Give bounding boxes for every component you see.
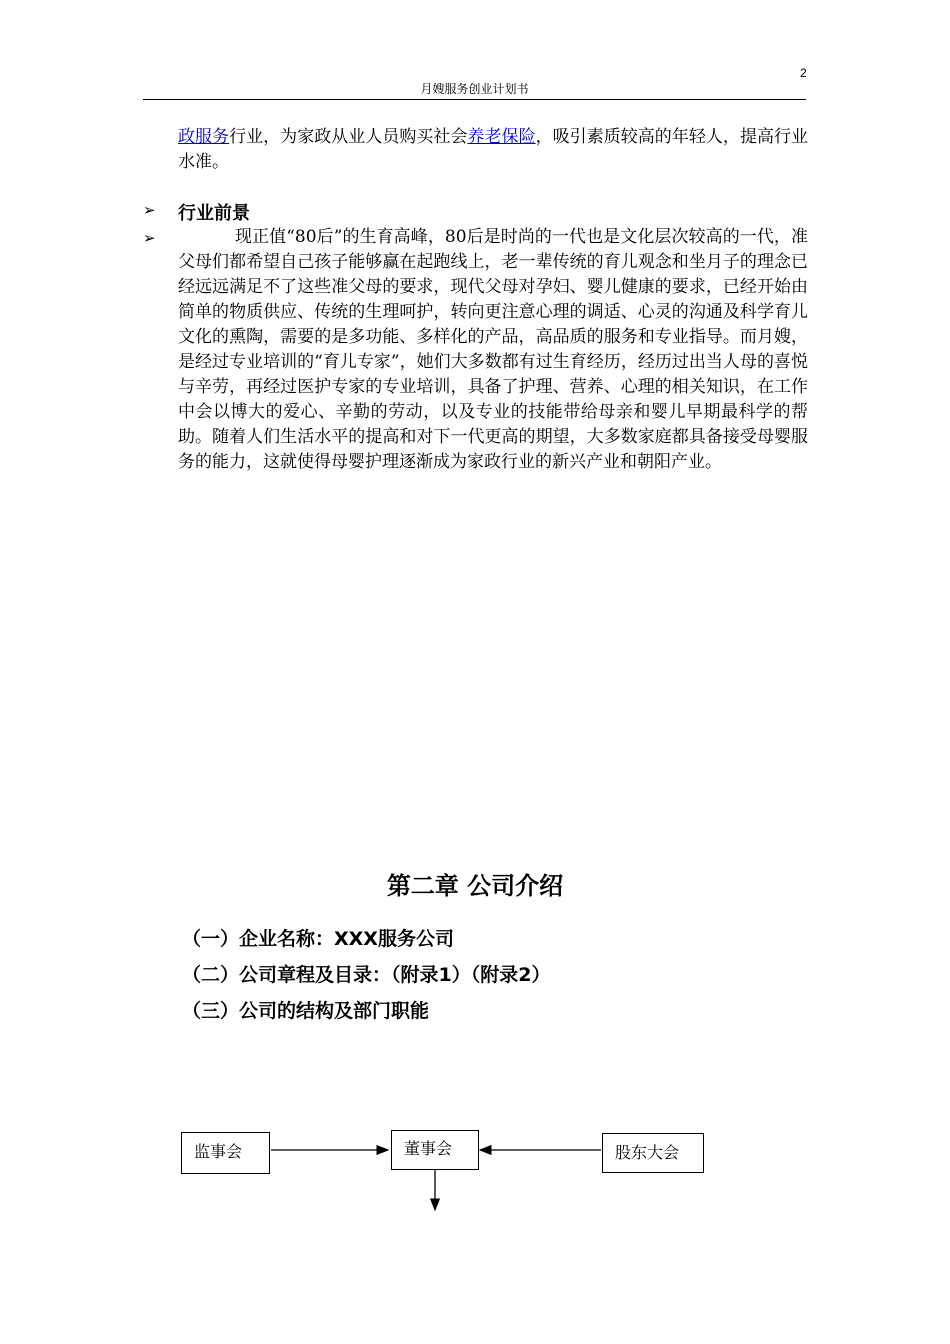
link-household-service[interactable]: 政服务 [178,127,230,147]
intro-text-2: ，吸引素质较高的年轻人，提高行业水准。 [178,127,809,172]
chapter-item-structure: （三）公司的结构及部门职能 [182,1000,430,1022]
running-header: 月嫂服务创业计划书 [143,80,806,100]
org-box-supervisors: 监事会 [181,1132,270,1174]
section-heading-industry-prospect: 行业前景 [178,203,250,224]
chapter-title: 第二章 公司介绍 [386,872,564,900]
chapter-item-articles: （二）公司章程及目录：（附录1）（附录2） [182,964,551,986]
intro-text-1: 行业，为家政从业人员购买社会 [229,127,468,147]
chapter-item-company-name: （一）企业名称：XXX服务公司 [182,928,454,950]
org-box-shareholders: 股东大会 [602,1133,704,1173]
heading-bullet-icon: ➢ [143,201,156,219]
prospect-paragraph: 现正值“80后”的生育高峰，80后是时尚的一代也是文化层次较高的一代，准父母们都希望自己孩子能够赢在起跑线上，老一辈传统的育儿观念和坐月子的理念已经远远满足不了这些准父母的要求，现代父母对孕妇、婴儿健康的要求，已经开始由简单的物质供应、传统的生理呵护，转向更注意心理的调适、心灵的沟通及科学育儿文化的熏陶，需要的是多功能、多样化的产品，高品质的服务和专业指导。而月嫂，是经过专业培训的“育儿专家”，她们大多数都有过生育经历，经历过出当人母的喜悦与辛劳，再经过医护专家的专业培训，具备了护理、营养、心理的相关知识，在工作中会以博大的爱心、辛勤的劳动，以及专业的技能带给母亲和婴儿早期最科学的帮助。随着人们生活水平的提高和对下一代更高的期望，大多数家庭都具备接受母婴服务的能力，这就使得母婴护理逐渐成为家政行业的新兴产业和朝阳产业。 [178,227,808,472]
paragraph-bullet-icon: ➢ [143,229,156,247]
link-pension-insurance[interactable]: 养老保险 [467,127,536,147]
org-box-board: 董事会 [391,1130,479,1170]
page-number: 2 [800,66,807,80]
